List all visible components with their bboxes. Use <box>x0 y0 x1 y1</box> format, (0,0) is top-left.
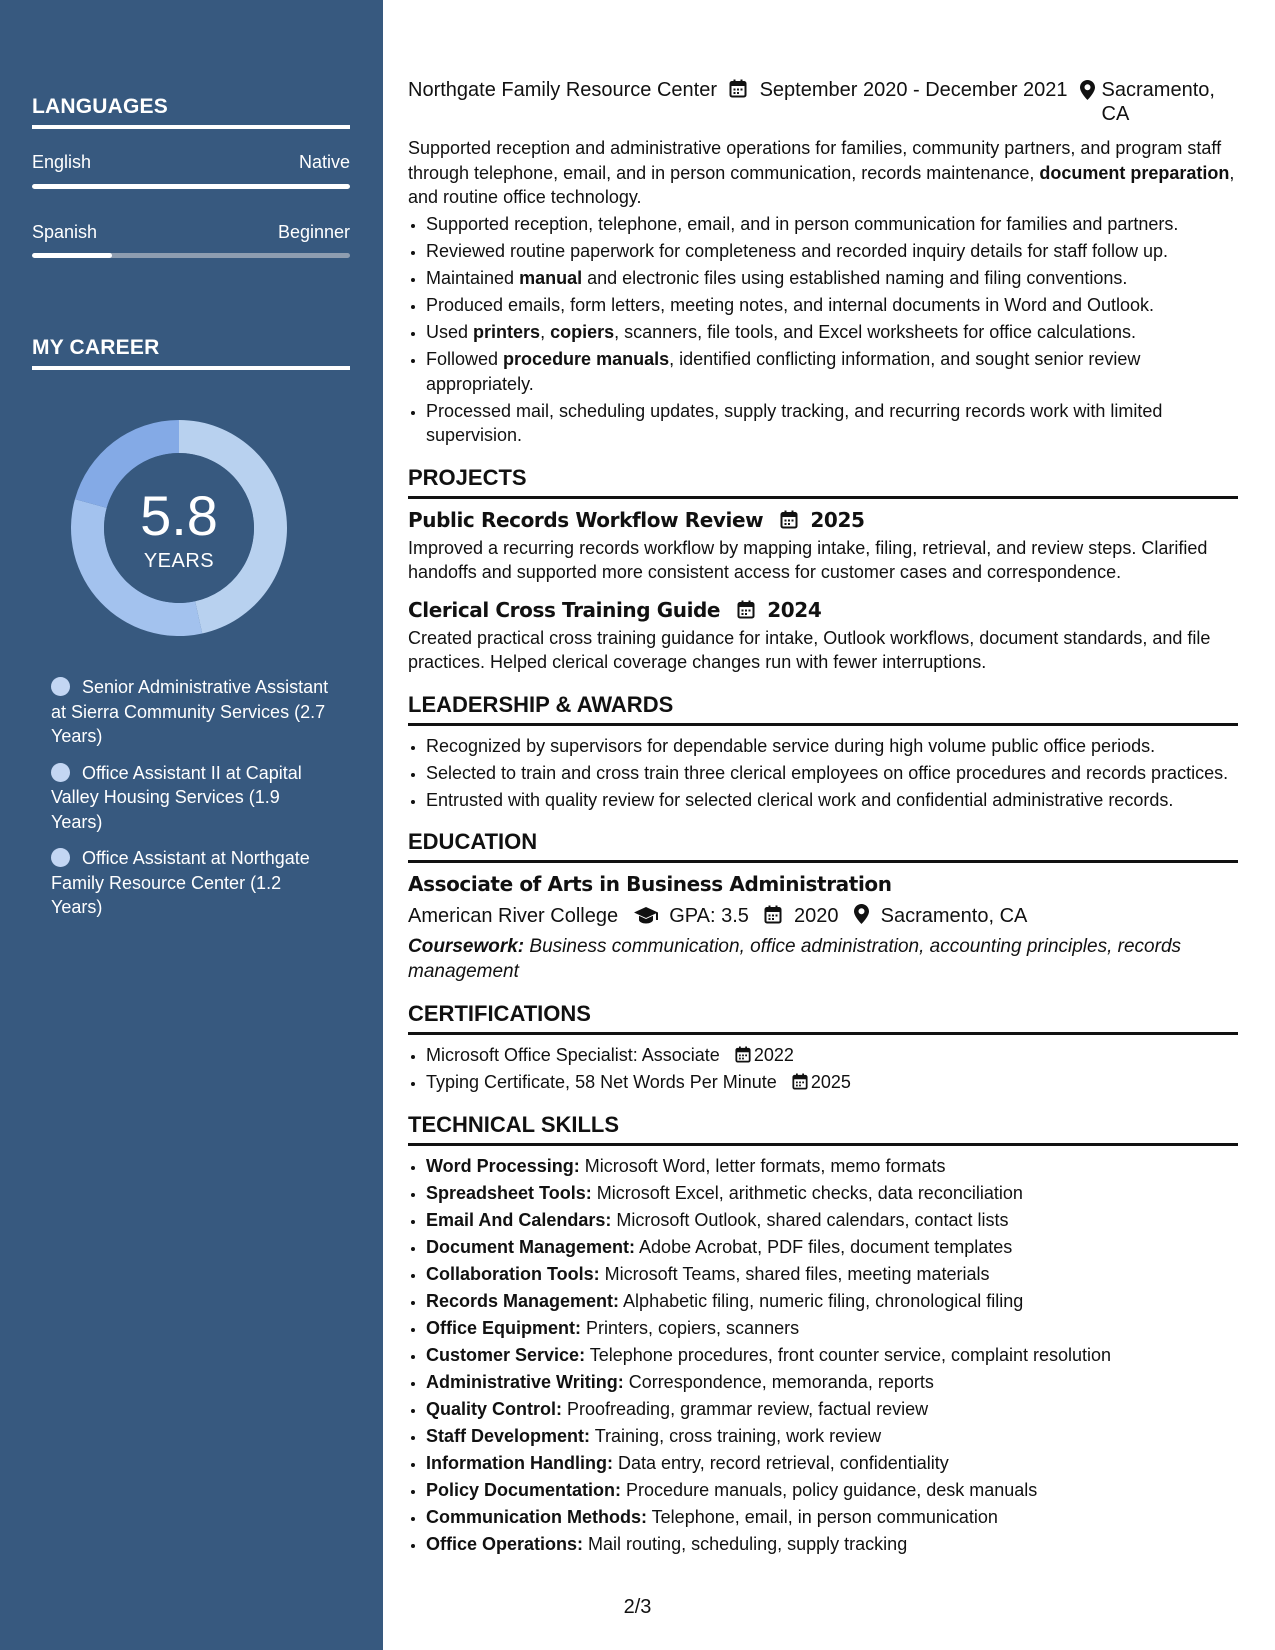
skill-label: Communication Methods: <box>426 1506 647 1527</box>
language-bar-fill <box>32 184 350 189</box>
certifications-list <box>408 1043 1238 1095</box>
bullet-text: Processed mail, scheduling updates, supply tracking, and recurring records work with limited supervision. <box>426 400 1163 445</box>
language-bar-spanish <box>32 253 350 258</box>
career-item-text: Office Assistant at Northgate Family Resource Center (1.2 Years) <box>51 848 310 917</box>
bullet-bold-text: manual <box>519 268 583 288</box>
skill-label: Customer Service: <box>426 1344 586 1365</box>
skill-item <box>426 1397 1238 1422</box>
certification-item <box>426 1043 1238 1068</box>
bullet-bold-text: copiers <box>550 322 615 342</box>
skill-value: Telephone, email, in person communication <box>647 1506 998 1527</box>
job-organization: Northgate Family Resource Center <box>408 79 718 101</box>
skill-item <box>426 1424 1238 1449</box>
skill-value: Microsoft Word, letter formats, memo formats <box>579 1155 946 1176</box>
job-header <box>408 78 1238 126</box>
skill-label: Staff Development: <box>426 1425 591 1446</box>
bullet-bold-text: procedure manuals <box>503 349 670 369</box>
skill-item <box>426 1370 1238 1395</box>
project-name: Clerical Cross Training Guide <box>408 597 721 622</box>
job-bullets <box>408 212 1238 448</box>
bullet-text: , identified conflicting information, and sought senior review appropriately. <box>426 349 1141 394</box>
skill-item <box>426 1262 1238 1287</box>
project-description: Created practical cross training guidance for intake, Outlook workflows, document standards, and file practices. Helped clerical coverage changes run with fewer interruptions. <box>408 627 1211 672</box>
skill-value: Procedure manuals, policy guidance, desk manuals <box>621 1479 1038 1500</box>
skill-label: Information Handling: <box>426 1452 613 1473</box>
skill-item <box>426 1316 1238 1341</box>
bullet-bold-text: printers <box>473 322 541 342</box>
skill-item <box>426 1208 1238 1233</box>
education-meta <box>408 903 1238 929</box>
career-item <box>51 761 331 835</box>
sidebar <box>0 0 383 1650</box>
project-title <box>408 507 1238 533</box>
skill-value: Mail routing, scheduling, supply tracking <box>583 1533 908 1554</box>
job-summary <box>408 136 1238 210</box>
skill-value: Alphabetic filing, numeric filing, chronological filing <box>619 1290 1024 1311</box>
bullet-text: Produced emails, form letters, meeting notes, and internal documents in Word and Outlook. <box>426 295 1155 315</box>
job-dates-text: September 2020 - December 2021 <box>759 79 1068 101</box>
bullet-text: , <box>540 322 551 342</box>
skill-value: Training, cross training, work review <box>590 1425 882 1446</box>
calendar-icon <box>737 600 755 619</box>
education-degree: Associate of Arts in Business Administration <box>408 872 892 896</box>
career-item <box>51 675 331 749</box>
job-bullet <box>426 239 1238 264</box>
skill-value: Adobe Acrobat, PDF files, document templates <box>635 1236 1013 1257</box>
bullet-text: Maintained <box>426 268 520 288</box>
certification-year: 2025 <box>810 1072 851 1092</box>
project-description: Improved a recurring records workflow by mapping intake, filing, retrieval, and review steps. Clarified handoffs and supported more consistent access for customer cases and correspondence. <box>408 537 1208 582</box>
skill-label: Collaboration Tools: <box>426 1263 600 1284</box>
location-pin-icon <box>854 904 869 924</box>
skill-value: Printers, copiers, scanners <box>581 1317 800 1338</box>
page-number: 2/3 <box>623 1596 652 1618</box>
career-item-text: Senior Administrative Assistant at Sierra Community Services (2.7 Years) <box>51 677 329 746</box>
leadership-list <box>408 734 1238 813</box>
skill-item <box>426 1289 1238 1314</box>
career-item-text: Office Assistant II at Capital Valley Housing Services (1.9 Years) <box>51 762 302 832</box>
project-year: 2025 <box>810 507 865 532</box>
calendar-icon <box>764 905 782 924</box>
main-content <box>408 78 1238 1556</box>
skill-label: Office Equipment: <box>426 1317 582 1338</box>
coursework-text: Business communication, office administration, accounting principles, records management <box>408 936 1182 982</box>
job-dates <box>729 78 1068 126</box>
career-item <box>51 846 331 920</box>
graduation-cap-icon <box>634 906 658 924</box>
bullet-text: Followed <box>426 349 504 369</box>
language-name: Spanish <box>32 222 98 242</box>
skill-item <box>426 1181 1238 1206</box>
skill-value: Data entry, record retrieval, confidentiality <box>612 1452 949 1473</box>
job-bullet <box>426 266 1238 291</box>
bullet-text: Reviewed routine paperwork for completeness and recorded inquiry details for staff follow up. <box>426 241 1169 261</box>
language-bar-english <box>32 184 350 189</box>
career-list <box>51 675 331 932</box>
education-heading: EDUCATION <box>408 829 1238 863</box>
language-level: Native <box>298 152 350 172</box>
coursework-label: Coursework: <box>408 936 525 957</box>
bullet-text: , scanners, file tools, and Excel worksheets for office calculations. <box>614 322 1137 342</box>
summary-text: Supported reception and administrative operations for families, community partners, and program staff through telephone, email, and in person communication, records maintenance, <box>408 138 1222 183</box>
education-gpa: GPA: 3.5 <box>669 905 749 927</box>
skill-label: Records Management: <box>426 1290 620 1311</box>
job-bullet <box>426 399 1238 448</box>
skill-value: Telephone procedures, front counter service, complaint resolution <box>585 1344 1112 1365</box>
certification-name: Typing Certificate, 58 Net Words Per Minute <box>426 1072 777 1092</box>
skill-item <box>426 1343 1238 1368</box>
bullet-dot-icon <box>51 848 70 867</box>
job-bullet <box>426 347 1238 396</box>
leadership-item: • Recognized by supervisors for dependable service during high volume public office periods. <box>426 734 1238 759</box>
location-pin-icon <box>1080 80 1095 100</box>
skill-item <box>426 1235 1238 1260</box>
job-bullet <box>426 320 1238 345</box>
bullet-dot-icon <box>51 677 70 696</box>
skill-value: Microsoft Outlook, shared calendars, contact lists <box>611 1209 1009 1230</box>
skill-label: Email And Calendars: <box>426 1209 612 1230</box>
language-level: Beginner <box>277 222 350 242</box>
skills-list <box>408 1154 1238 1557</box>
job-location <box>1080 78 1222 126</box>
skill-value: Microsoft Teams, shared files, meeting materials <box>599 1263 990 1284</box>
certification-item <box>426 1070 1238 1095</box>
skill-item <box>426 1532 1238 1557</box>
project-title <box>408 597 1238 623</box>
language-name: English <box>32 152 92 172</box>
bullet-text: Supported reception, telephone, email, and in person communication for families and partners. <box>426 214 1179 234</box>
career-heading: MY CAREER <box>32 336 350 370</box>
calendar-icon <box>792 1073 808 1090</box>
skill-value: Correspondence, memoranda, reports <box>623 1371 934 1392</box>
bullet-text: and electronic files using established naming and filing conventions. <box>582 268 1128 288</box>
education-school: American River College <box>408 905 619 927</box>
certifications-heading: CERTIFICATIONS <box>408 1001 1238 1035</box>
calendar-icon <box>780 510 798 529</box>
summary-bold-text: document preparation <box>1039 162 1230 183</box>
skill-label: Spreadsheet Tools: <box>426 1182 592 1203</box>
technical-skills-heading: TECHNICAL SKILLS <box>408 1112 1238 1146</box>
skill-item <box>426 1154 1238 1179</box>
project-year: 2024 <box>767 597 822 622</box>
donut-center <box>66 415 292 641</box>
skill-value: Microsoft Excel, arithmetic checks, data reconciliation <box>591 1182 1023 1203</box>
projects-heading: PROJECTS <box>408 465 1238 499</box>
certification-year: 2022 <box>753 1045 794 1065</box>
skill-item <box>426 1451 1238 1476</box>
skill-label: Quality Control: <box>426 1398 562 1419</box>
project-name: Public Records Workflow Review <box>408 507 764 532</box>
job-bullet <box>426 212 1238 237</box>
skill-label: Administrative Writing: <box>426 1371 624 1392</box>
skill-label: Office Operations: <box>426 1533 584 1554</box>
job-location-text: Sacramento, CA <box>1101 79 1215 125</box>
education-coursework <box>408 935 1238 984</box>
summary-text: , and routine office technology. <box>408 162 1235 207</box>
skill-value: Proofreading, grammar review, factual review <box>562 1398 929 1419</box>
language-bar-fill <box>32 253 112 258</box>
languages-heading: LANGUAGES <box>32 95 350 129</box>
skill-item <box>426 1478 1238 1503</box>
language-row-spanish <box>32 222 350 243</box>
bullet-text: Used <box>426 322 474 342</box>
job-bullet <box>426 293 1238 318</box>
certification-name: Microsoft Office Specialist: Associate <box>426 1045 720 1065</box>
skill-item <box>426 1505 1238 1530</box>
career-total-years: 5.8 <box>140 483 218 547</box>
skill-label: Document Management: <box>426 1236 636 1257</box>
language-row-english <box>32 152 350 173</box>
calendar-icon <box>735 1046 751 1063</box>
calendar-icon <box>729 79 747 98</box>
leadership-heading: LEADERSHIP & AWARDS <box>408 692 1238 726</box>
education-year: 2020 <box>794 905 839 927</box>
career-total-label: YEARS <box>143 549 215 572</box>
leadership-item: • Entrusted with quality review for selected clerical work and confidential administrative records. <box>426 788 1238 813</box>
skill-label: Word Processing: <box>426 1155 580 1176</box>
education-location: Sacramento, CA <box>880 905 1028 927</box>
leadership-item: • Selected to train and cross train three clerical employees on office procedures and records practices. <box>426 761 1238 786</box>
bullet-dot-icon <box>51 763 70 782</box>
skill-label: Policy Documentation: <box>426 1479 622 1500</box>
